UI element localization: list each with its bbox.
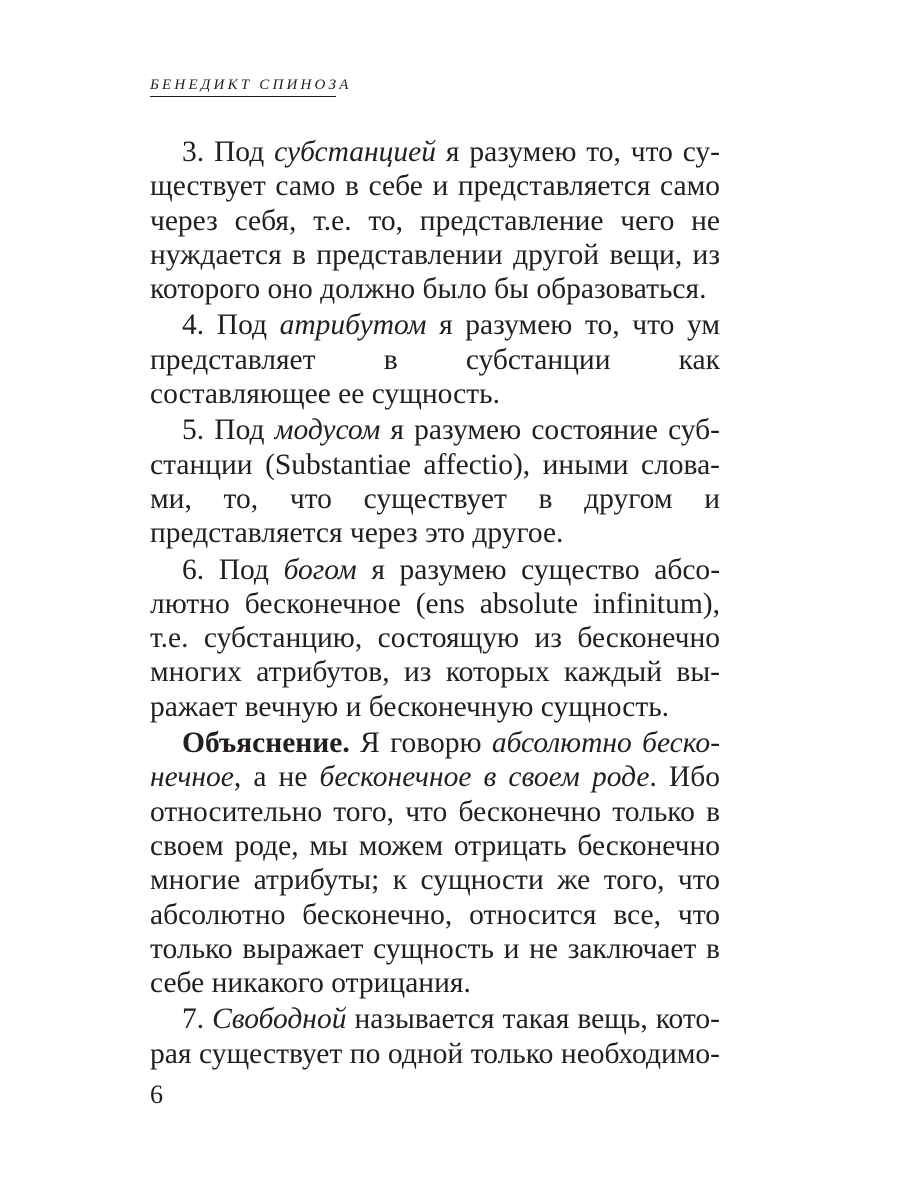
- definition-4-number: 4. Под: [182, 309, 280, 342]
- definition-7-term: Свободной: [212, 1003, 347, 1036]
- definition-5-text: я разумею состояние субстанции (Substantiae affectio), иными словами, то, что существует в другом и представляется через это другое.: [150, 414, 720, 550]
- page-number: 6: [150, 1080, 163, 1109]
- explanation-text-1: Я говорю: [349, 727, 492, 760]
- definition-7-number: 7.: [182, 1003, 213, 1036]
- explanation-text-3: . Ибо относительно того, что бесконечно только в своем роде, мы можем отрицать бесконечно многие атрибуты; к сущности же того, что абсолютно бесконечно, относится все, что только выражает сущность и не заключает в себе никакого отрицания.: [150, 761, 720, 1000]
- definition-6-term: богом: [283, 553, 357, 586]
- page-body: [150, 135, 720, 1073]
- explanation-label: Объяснение.: [182, 727, 350, 760]
- explanation-text-2: , а не: [233, 761, 320, 794]
- definition-4-term: атрибутом: [279, 309, 427, 342]
- definition-3-text: я разумею то, что существует само в себе и представляется само через себя, т.е. то, представление чего не нуждается в представлении другой вещи, из которого оно должно было бы образоваться.: [150, 136, 720, 306]
- definition-5: [150, 413, 720, 550]
- running-head: БЕНЕДИКТ СПИНОЗА: [150, 77, 352, 93]
- running-head-rule: [150, 96, 336, 97]
- definition-5-number: 5. Под: [182, 414, 275, 447]
- definition-5-term: модусом: [274, 414, 381, 447]
- definition-6-number: 6. Под: [182, 553, 284, 586]
- explanation-term-2: бесконечное в своем роде: [319, 761, 650, 794]
- definition-6: [150, 553, 720, 724]
- definition-4-text: я разумею то, что ум представляет в субстанции как составляющее ее сущность.: [150, 309, 720, 411]
- definition-4: [150, 308, 720, 411]
- definition-7-text: называется такая вещь, которая существует по одной только необходимо-: [150, 1003, 720, 1070]
- definition-6-text: я разумею существо абсолютно бесконечное (ens absolute infinitum), т.е. субстанцию, состоящую из бесконечно многих атрибутов, из которых каждый выражает вечную и бесконечную сущность.: [150, 553, 721, 723]
- definition-3: [150, 135, 720, 306]
- definition-7: [150, 1002, 720, 1071]
- explanation-term-1: абсолютно бесконечное: [150, 727, 721, 794]
- explanation: [150, 726, 720, 1000]
- definition-3-term: субстанцией: [274, 136, 437, 168]
- definition-3-number: 3. Под: [182, 136, 275, 168]
